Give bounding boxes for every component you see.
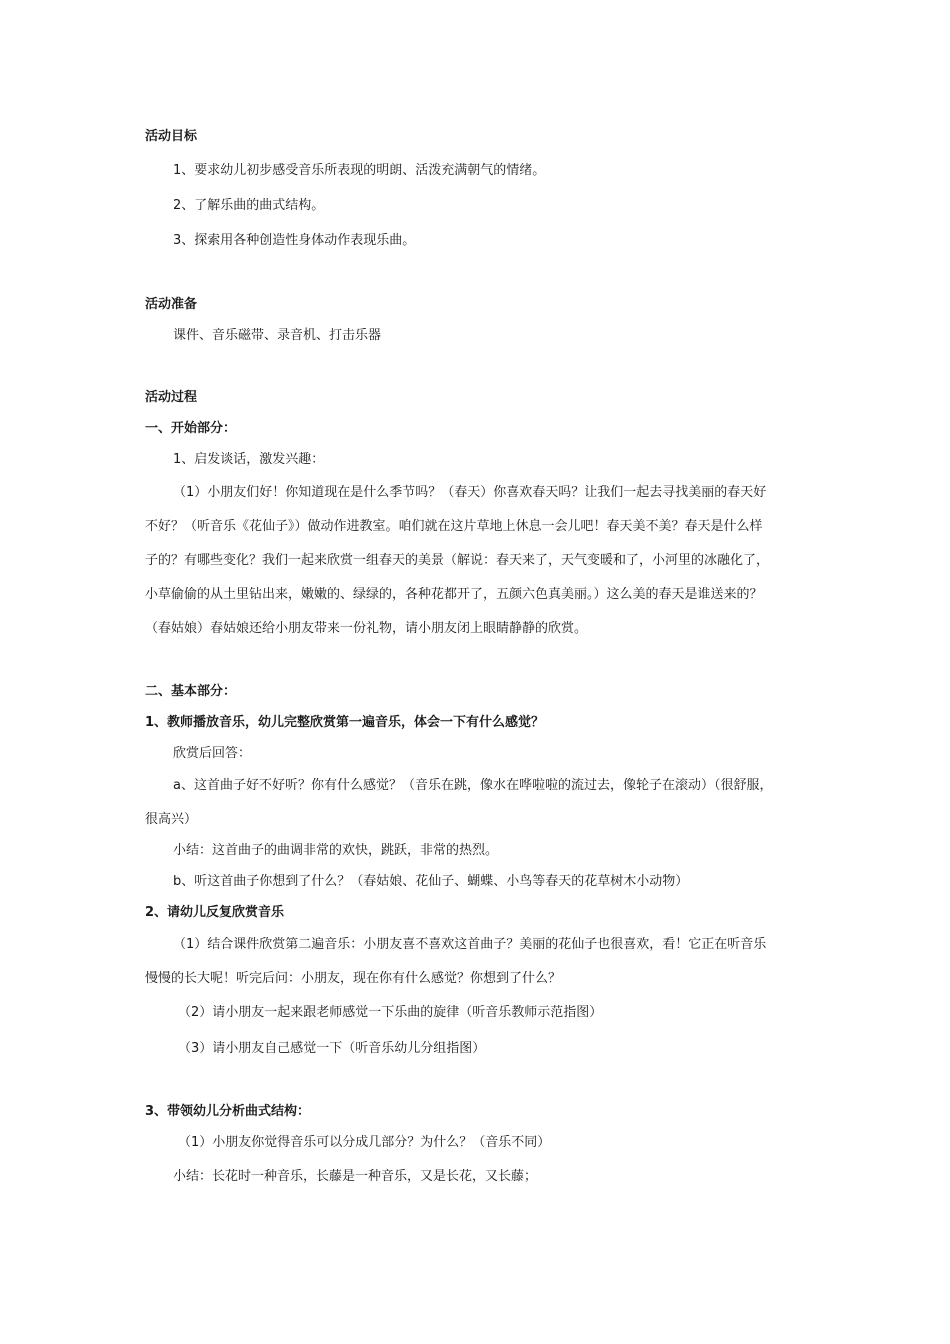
part2-s2-line-1: （1）结合课件欣赏第二遍音乐：小朋友喜不喜欢这首曲子？美丽的花仙子也很喜欢，看！它正在听音乐 (173, 937, 767, 952)
part1-para-line-4: 小草偷偷的从土里钻出来，嫩嫩的、绿绿的，各种花都开了，五颜六色真美丽。）这么美的春天是谁送来的？ (145, 587, 763, 602)
goal-item-3: 3、探索用各种创造性身体动作表现乐曲。 (173, 233, 416, 248)
part2-s3-heading: 3、带领幼儿分析曲式结构： (145, 1104, 311, 1119)
prep-text: 课件、音乐磁带、录音机、打击乐器 (173, 328, 382, 343)
goal-item-2: 2、了解乐曲的曲式结构。 (173, 198, 325, 213)
part2-s1-line-3: 很高兴） (145, 812, 198, 827)
part1-para-line-3: 子的？有哪些变化？我们一起来欣赏一组春天的美景（解说：春天来了，天气变暖和了，小河里的冰融化了， (145, 553, 770, 568)
part2-s1-line-2: a、这首曲子好不好听？你有什么感觉？（音乐在跳，像水在哗啦啦的流过去，像轮子在滚动）（很舒服， (173, 778, 773, 793)
part2-s3-line-1: （1）小朋友你觉得音乐可以分成几部分？为什么？（音乐不同） (178, 1135, 551, 1150)
part2-s2-line-4: （3）请小朋友自己感觉一下（听音乐幼儿分组指图） (178, 1041, 486, 1056)
goals-heading: 活动目标 (145, 129, 198, 144)
part2-s2-line-3: （2）请小朋友一起来跟老师感觉一下乐曲的旋律（听音乐教师示范指图） (178, 1005, 603, 1020)
part2-s3-line-2: 小结：长花时一种音乐，长藤是一种音乐，又是长花，又长藤； (173, 1169, 538, 1184)
part1-heading: 一、开始部分： (145, 421, 237, 436)
part2-s1-line-4: 小结：这首曲子的曲调非常的欢快，跳跃，非常的热烈。 (173, 843, 499, 858)
part1-para-line-5: （春姑娘）春姑娘还给小朋友带来一份礼物，请小朋友闭上眼睛静静的欣赏。 (145, 621, 588, 636)
part1-para-line-2: 不好？（听音乐《花仙子》）做动作进教室。咱们就在这片草地上休息一会儿吧！春天美不美？春天是什么样 (145, 519, 763, 534)
part1-para-line-1: （1）小朋友们好！你知道现在是什么季节吗？（春天）你喜欢春天吗？让我们一起去寻找美丽的春天好 (173, 485, 767, 500)
process-heading: 活动过程 (145, 390, 198, 405)
part2-s1-line-5: b、听这首曲子你想到了什么？（春姑娘、花仙子、蝴蝶、小鸟等春天的花草树木小动物） (173, 874, 689, 889)
part2-s2-line-2: 慢慢的长大呢！听完后问：小朋友，现在你有什么感觉？你想到了什么？ (145, 971, 562, 986)
part2-s2-heading: 2、请幼儿反复欣赏音乐 (145, 905, 285, 920)
part2-heading: 二、基本部分： (145, 684, 237, 699)
part1-sub: 1、启发谈话，激发兴趣： (173, 452, 325, 467)
part2-s1-line-1: 欣赏后回答： (173, 746, 252, 761)
part2-s1-heading: 1、教师播放音乐，幼儿完整欣赏第一遍音乐，体会一下有什么感觉？ (145, 715, 545, 730)
goal-item-1: 1、要求幼儿初步感受音乐所表现的明朗、活泼充满朝气的情绪。 (173, 163, 546, 178)
prep-heading: 活动准备 (145, 297, 198, 312)
